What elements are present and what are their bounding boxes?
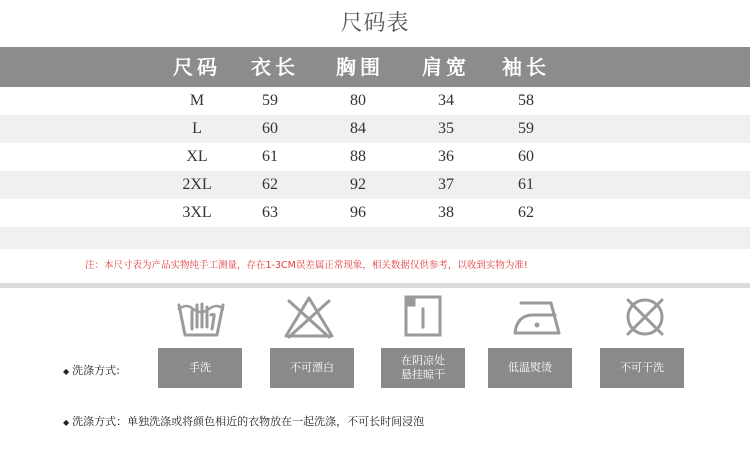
cell-bust: 84 — [350, 120, 366, 137]
header-bust: 胸围 — [336, 55, 384, 79]
header-shoulder: 肩宽 — [422, 55, 470, 79]
table-row — [0, 199, 750, 227]
hand-wash-icon — [175, 293, 227, 341]
cell-shoulder: 36 — [438, 148, 454, 165]
page-title: 尺码表 — [340, 11, 410, 36]
low-iron-icon — [511, 293, 563, 341]
cell-size: 3XL — [182, 204, 212, 221]
cell-bust: 88 — [350, 148, 366, 165]
shade-dry-icon — [397, 293, 449, 341]
wash-instructions: ◆ 洗涤方式：单独洗涤或将颜色相近的衣物放在一起洗涤，不可长时间浸泡 — [63, 415, 425, 428]
cell-length: 62 — [262, 176, 278, 193]
table-row — [0, 171, 750, 199]
no-bleach-button[interactable]: 不可漂白 — [270, 348, 354, 388]
cell-sleeve: 58 — [518, 92, 534, 109]
cell-sleeve: 60 — [518, 148, 534, 165]
diamond-bullet-icon: ◆ — [63, 367, 70, 376]
table-row — [0, 87, 750, 115]
cell-sleeve: 59 — [518, 120, 534, 137]
measurement-note: 注：本尺寸表为产品实物纯手工测量，存在1-3CM误差属正常现象，相关数据仅供参考，以收到实物为准! — [85, 260, 528, 271]
no-dry-clean-icon — [619, 293, 671, 341]
cell-sleeve: 61 — [518, 176, 534, 193]
size-table-header — [0, 47, 750, 87]
cell-length: 63 — [262, 204, 278, 221]
no-bleach-icon — [283, 293, 335, 341]
header-size: 尺码 — [173, 55, 221, 79]
divider — [0, 283, 750, 288]
cell-bust: 80 — [350, 92, 366, 109]
wash-method-label: ◆ 洗涤方式: — [63, 364, 120, 377]
header-sleeve: 袖长 — [502, 55, 550, 79]
cell-length: 61 — [262, 148, 278, 165]
low-iron-button[interactable]: 低温熨烫 — [488, 348, 572, 388]
table-row — [0, 143, 750, 171]
cell-shoulder: 37 — [438, 176, 454, 193]
cell-length: 60 — [262, 120, 278, 137]
diamond-bullet-icon: ◆ — [63, 418, 70, 427]
cell-size: 2XL — [182, 176, 212, 193]
hand-wash-button[interactable]: 手洗 — [158, 348, 242, 388]
cell-shoulder: 35 — [438, 120, 454, 137]
cell-size: L — [192, 120, 202, 137]
table-row-empty — [0, 227, 750, 249]
cell-sleeve: 62 — [518, 204, 534, 221]
shade-dry-button[interactable]: 在阴凉处 悬挂晾干 — [381, 348, 465, 388]
cell-bust: 92 — [350, 176, 366, 193]
cell-shoulder: 38 — [438, 204, 454, 221]
no-dry-clean-button[interactable]: 不可干洗 — [600, 348, 684, 388]
cell-size: XL — [186, 148, 208, 165]
cell-size: M — [189, 92, 205, 109]
cell-shoulder: 34 — [438, 92, 454, 109]
table-row — [0, 115, 750, 143]
cell-bust: 96 — [350, 204, 366, 221]
header-length: 衣长 — [251, 55, 299, 79]
cell-length: 59 — [262, 92, 278, 109]
